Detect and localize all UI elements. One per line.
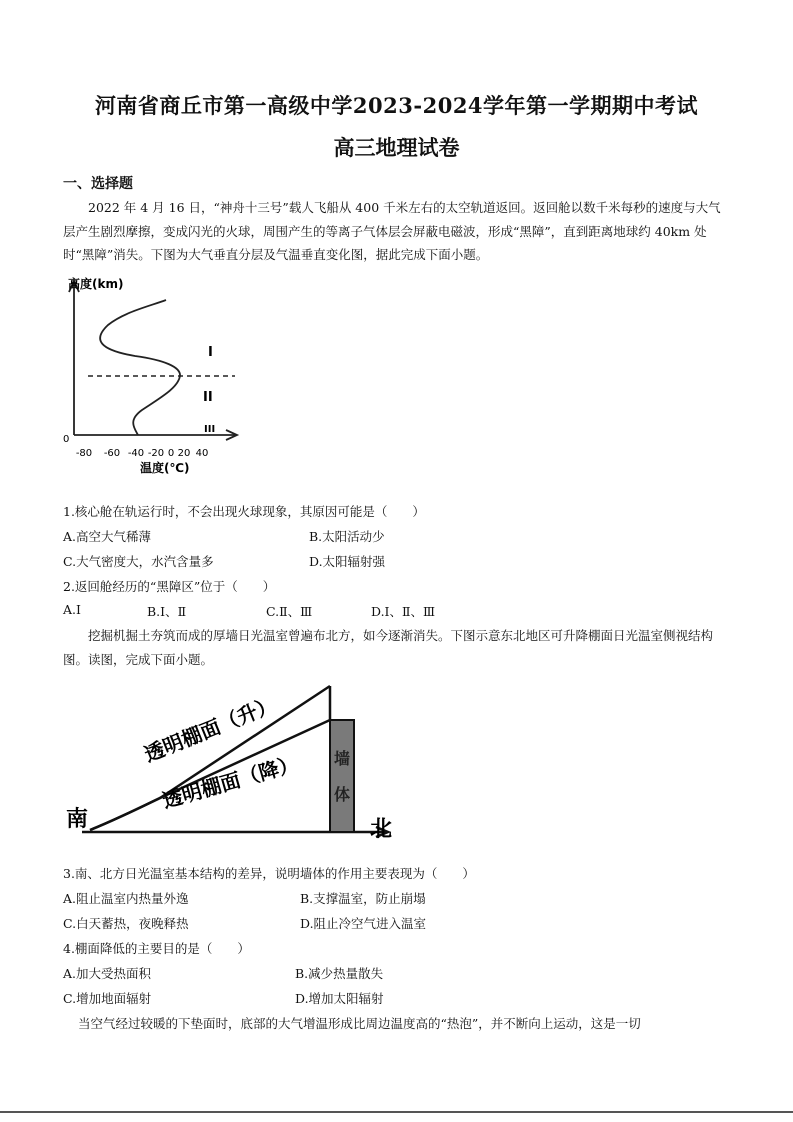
- exam-subtitle: 高三地理试卷: [333, 135, 460, 160]
- q4-option-b: B.减少热量散失: [295, 966, 384, 981]
- q4-stem: 4.棚面降低的主要目的是（ ）: [63, 941, 250, 956]
- q2-stem: 2.返回舱经历的“黑障区”位于（ ）: [63, 579, 276, 594]
- q4-option-d: D.增加太阳辐射: [295, 991, 384, 1006]
- tick-label: -20: [147, 448, 165, 459]
- lower-roof-label: 透明棚面（降）: [159, 751, 301, 813]
- layer-label-2: II: [203, 390, 213, 405]
- tick-label: 40: [195, 448, 209, 459]
- exam-title: 河南省商丘市第一高级中学2023-2024学年第一学期期中考试: [94, 93, 699, 118]
- south-label: 南: [66, 807, 89, 832]
- north-label: 北: [370, 817, 393, 842]
- q1-option-d: D.太阳辐射强: [309, 554, 386, 569]
- q3-option-c: C.白天蓄热，夜晚释热: [63, 916, 189, 931]
- layer-label-1: I: [208, 345, 213, 360]
- atmosphere-layer-chart: [60, 270, 250, 485]
- q3-option-a: A.阻止温室内热量外逸: [63, 891, 189, 906]
- section-heading: 一、选择题: [63, 176, 133, 192]
- wall-label-top: 墙: [333, 749, 351, 768]
- greenhouse-diagram: [60, 680, 410, 850]
- q2-option-a: A.Ⅰ: [63, 602, 81, 617]
- q1-option-a: A.高空大气稀薄: [63, 529, 152, 544]
- passage-1: 2022 年 4 月 16 日，“神舟十三号”载人飞船从 400 千米左右的太空轨道返回。返回舱以数千米每秒的速度与大气层产生剧烈摩擦，变成闪光的火球，周围产生的等离子气体层会屏蔽电磁波，形成“黑障”，直到距离地球约 40km 处时“黑障”消失。下图为大气垂直分层及气温垂直变化图，据此完成下面小题。: [63, 200, 721, 262]
- tick-label: -40: [127, 448, 145, 459]
- wall-label-bottom: 体: [333, 785, 351, 804]
- page-bottom-border: [0, 1111, 793, 1113]
- tick-label: -60: [103, 448, 121, 459]
- layer-label-3: III: [204, 424, 216, 435]
- x-axis-label: 温度(℃): [140, 461, 190, 475]
- q3-stem: 3.南、北方日光温室基本结构的差异，说明墙体的作用主要表现为（ ）: [63, 866, 475, 881]
- q2-option-b: B.Ⅰ、Ⅱ: [147, 604, 187, 619]
- tick-label: 20: [177, 448, 191, 459]
- temperature-curve: [100, 300, 180, 435]
- q1-stem: 1.核心舱在轨运行时，不会出现火球现象，其原因可能是（ ）: [63, 504, 425, 519]
- q3-option-d: D.阻止冷空气进入温室: [300, 916, 427, 931]
- y-axis-label: 高度(km): [68, 277, 124, 291]
- tick-label: 0: [167, 448, 175, 459]
- origin-label: 0: [63, 434, 70, 445]
- passage-2: 挖掘机掘土夯筑而成的厚墙日光温室曾遍布北方，如今逐渐消失。下图示意东北地区可升降棚面日光温室侧视结构图。读图，完成下面小题。: [63, 628, 714, 667]
- q1-option-b: B.太阳活动少: [309, 529, 385, 544]
- q2-option-c: C.Ⅱ、Ⅲ: [266, 604, 313, 619]
- upper-roof-label: 透明棚面（升）: [140, 691, 280, 767]
- q4-option-c: C.增加地面辐射: [63, 991, 152, 1006]
- q4-option-a: A.加大受热面积: [63, 966, 152, 981]
- q2-option-d: D.Ⅰ、Ⅱ、Ⅲ: [371, 604, 436, 619]
- tick-label: -80: [75, 448, 93, 459]
- q3-option-b: B.支撑温室，防止崩塌: [300, 891, 426, 906]
- wall-block: [330, 720, 354, 832]
- q1-option-c: C.大气密度大，水汽含量多: [63, 554, 214, 569]
- passage-3: 当空气经过较暖的下垫面时，底部的大气增温形成比周边温度高的“热泡”，并不断向上运动，这是一切: [78, 1016, 641, 1031]
